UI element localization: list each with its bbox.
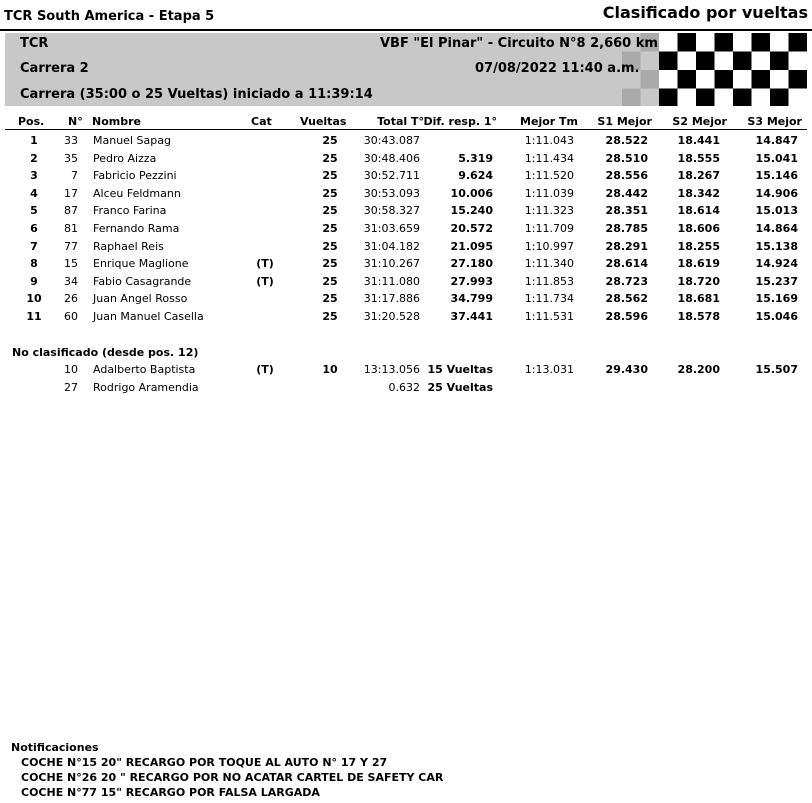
cell-diff: 27.180 bbox=[450, 257, 493, 271]
cell-laps: 25 bbox=[322, 204, 338, 218]
cell-pos: 4 bbox=[30, 186, 38, 200]
category-label: TCR bbox=[20, 36, 49, 51]
cell-name: Rodrigo Aramendia bbox=[93, 380, 199, 394]
cell-s2: 18.720 bbox=[677, 274, 720, 288]
cell-s2: 18.441 bbox=[677, 134, 720, 147]
report-title: Clasificado por vueltas bbox=[602, 3, 808, 22]
table-row bbox=[0, 257, 812, 274]
cell-pos: 3 bbox=[30, 169, 38, 183]
cell-s2: 28.200 bbox=[677, 363, 720, 376]
cell-laps: 25 bbox=[322, 151, 338, 165]
cell-diff: 37.441 bbox=[450, 310, 493, 323]
checkered-flag-icon bbox=[622, 33, 807, 106]
cell-name: Juan Manuel Casella bbox=[93, 310, 204, 323]
cell-no: 27 bbox=[64, 380, 78, 394]
cell-total: 31:04.182 bbox=[363, 239, 420, 253]
cell-pos: 11 bbox=[26, 310, 42, 323]
cell-laps: 25 bbox=[322, 310, 338, 323]
cell-s2: 18.255 bbox=[677, 239, 720, 253]
cell-diff: 15.240 bbox=[450, 204, 493, 218]
cell-no: 77 bbox=[64, 239, 78, 253]
col-s2: S2 Mejor bbox=[672, 115, 727, 128]
table-row bbox=[0, 363, 812, 380]
cell-s3: 14.924 bbox=[755, 257, 798, 271]
cell-best: 1:11.531 bbox=[524, 310, 574, 323]
page-header bbox=[0, 0, 812, 30]
cell-s1: 29.430 bbox=[605, 363, 648, 376]
cell-s3: 15.046 bbox=[755, 310, 798, 323]
cell-pos: 9 bbox=[30, 274, 38, 288]
cell-name: Manuel Sapag bbox=[93, 134, 171, 147]
cell-total: 31:17.886 bbox=[363, 292, 420, 306]
cell-total: 30:48.406 bbox=[363, 151, 420, 165]
cell-name: Juan Angel Rosso bbox=[93, 292, 188, 306]
cell-name: Franco Farina bbox=[93, 204, 167, 218]
col-best: Mejor Tm bbox=[520, 115, 578, 128]
cell-s2: 18.606 bbox=[677, 222, 720, 235]
cell-total: 30:52.711 bbox=[363, 169, 420, 183]
cell-best: 1:11.853 bbox=[524, 274, 574, 288]
results-table-header bbox=[0, 115, 812, 129]
cell-s3: 15.041 bbox=[755, 151, 798, 165]
cell-s1: 28.785 bbox=[605, 222, 648, 235]
cell-s1: 28.510 bbox=[605, 151, 648, 165]
cell-no: 10 bbox=[64, 363, 78, 376]
cell-laps: 25 bbox=[322, 222, 338, 235]
table-row bbox=[0, 381, 812, 398]
cell-total: 30:58.327 bbox=[363, 204, 420, 218]
cell-total: 31:10.267 bbox=[363, 257, 420, 271]
cell-best: 1:13.031 bbox=[524, 363, 574, 376]
cell-laps: 25 bbox=[322, 186, 338, 200]
cell-diff: 20.572 bbox=[450, 222, 493, 235]
col-no: N° bbox=[68, 115, 83, 128]
cell-s3: 15.013 bbox=[755, 204, 798, 218]
cell-best: 1:11.709 bbox=[524, 222, 574, 235]
cell-laps: 10 bbox=[322, 363, 338, 376]
not-classified-title: No clasificado (desde pos. 12) bbox=[12, 346, 199, 359]
cell-laps: 25 bbox=[322, 257, 338, 271]
cell-no: 35 bbox=[64, 151, 78, 165]
cell-name: Fabricio Pezzini bbox=[93, 169, 177, 183]
cell-no: 34 bbox=[64, 274, 78, 288]
cell-no: 26 bbox=[64, 292, 78, 306]
cell-name: Alceu Feldmann bbox=[93, 186, 181, 200]
cell-diff: 25 Vueltas bbox=[427, 380, 493, 394]
cell-s3: 14.847 bbox=[755, 134, 798, 147]
cell-laps: 25 bbox=[322, 292, 338, 306]
col-s1: S1 Mejor bbox=[597, 115, 652, 128]
cell-total: 31:11.080 bbox=[363, 274, 420, 288]
cell-pos: 5 bbox=[30, 204, 38, 218]
cell-name: Fernando Rama bbox=[93, 222, 180, 235]
header-divider bbox=[0, 29, 812, 31]
cell-laps: 25 bbox=[322, 239, 338, 253]
race-info: Carrera (35:00 o 25 Vueltas) iniciado a 11:39:14 bbox=[20, 87, 373, 102]
cell-best: 1:11.434 bbox=[524, 151, 574, 165]
cell-s3: 15.169 bbox=[755, 292, 798, 306]
cell-pos: 6 bbox=[30, 222, 38, 235]
col-pos: Pos. bbox=[18, 115, 45, 128]
table-row bbox=[0, 204, 812, 221]
cell-s3: 15.146 bbox=[755, 169, 798, 183]
cell-cat: (T) bbox=[256, 274, 274, 288]
table-row bbox=[0, 240, 812, 257]
cell-no: 15 bbox=[64, 257, 78, 271]
col-total: Total T° bbox=[377, 115, 424, 128]
event-title: TCR South America - Etapa 5 bbox=[4, 9, 215, 24]
cell-s2: 18.681 bbox=[677, 292, 720, 306]
cell-best: 1:11.043 bbox=[524, 134, 574, 147]
table-row bbox=[0, 275, 812, 292]
cell-best: 1:11.340 bbox=[524, 257, 574, 271]
cell-total: 31:03.659 bbox=[363, 222, 420, 235]
cell-total: 0.632 bbox=[388, 380, 420, 394]
cell-laps: 25 bbox=[322, 169, 338, 183]
cell-total: 31:20.528 bbox=[363, 310, 420, 323]
circuit-label: VBF "El Pinar" - Circuito N°8 2,660 km bbox=[380, 36, 658, 51]
race-label: Carrera 2 bbox=[20, 61, 89, 76]
cell-diff: 10.006 bbox=[450, 186, 493, 200]
col-laps: Vueltas bbox=[300, 115, 347, 128]
cell-s2: 18.619 bbox=[677, 257, 720, 271]
cell-pos: 7 bbox=[30, 239, 38, 253]
cell-no: 33 bbox=[64, 134, 78, 147]
cell-pos: 2 bbox=[30, 151, 38, 165]
cell-s1: 28.562 bbox=[605, 292, 648, 306]
table-row bbox=[0, 222, 812, 239]
cell-best: 1:11.323 bbox=[524, 204, 574, 218]
cell-s1: 28.614 bbox=[605, 257, 648, 271]
col-diff: Dif. resp. 1° bbox=[423, 115, 497, 128]
cell-s3: 14.864 bbox=[755, 222, 798, 235]
cell-pos: 8 bbox=[30, 257, 38, 271]
table-header-divider bbox=[5, 129, 807, 130]
cell-pos: 1 bbox=[30, 134, 38, 147]
cell-total: 30:53.093 bbox=[363, 186, 420, 200]
table-row bbox=[0, 134, 812, 151]
table-row bbox=[0, 169, 812, 186]
cell-s2: 18.267 bbox=[677, 169, 720, 183]
race-banner bbox=[5, 33, 807, 106]
cell-name: Raphael Reis bbox=[93, 239, 164, 253]
cell-best: 1:11.520 bbox=[524, 169, 574, 183]
table-row bbox=[0, 187, 812, 204]
cell-s2: 18.555 bbox=[677, 151, 720, 165]
cell-s1: 28.556 bbox=[605, 169, 648, 183]
notification-item: COCHE N°26 20 " RECARGO POR NO ACATAR CARTEL DE SAFETY CAR bbox=[21, 771, 444, 784]
cell-cat: (T) bbox=[256, 257, 274, 271]
notifications-title: Notificaciones bbox=[11, 741, 99, 754]
cell-no: 81 bbox=[64, 222, 78, 235]
col-name: Nombre bbox=[92, 115, 141, 128]
cell-s3: 15.237 bbox=[755, 274, 798, 288]
col-cat: Cat bbox=[251, 115, 272, 128]
cell-name: Fabio Casagrande bbox=[93, 274, 192, 288]
cell-laps: 25 bbox=[322, 274, 338, 288]
cell-cat: (T) bbox=[256, 363, 274, 376]
cell-name: Adalberto Baptista bbox=[93, 363, 196, 376]
cell-name: Enrique Maglione bbox=[93, 257, 189, 271]
cell-diff: 21.095 bbox=[450, 239, 493, 253]
cell-s3: 15.138 bbox=[755, 239, 798, 253]
cell-s3: 14.906 bbox=[755, 186, 798, 200]
cell-best: 1:11.039 bbox=[524, 186, 574, 200]
race-datetime: 07/08/2022 11:40 a.m. bbox=[475, 61, 640, 76]
cell-total: 13:13.056 bbox=[363, 363, 420, 376]
table-row bbox=[0, 292, 812, 309]
cell-name: Pedro Aizza bbox=[93, 151, 157, 165]
cell-s1: 28.442 bbox=[605, 186, 648, 200]
cell-s1: 28.291 bbox=[605, 239, 648, 253]
cell-diff: 15 Vueltas bbox=[427, 363, 493, 376]
cell-no: 17 bbox=[64, 186, 78, 200]
col-s3: S3 Mejor bbox=[747, 115, 802, 128]
notification-item: COCHE N°77 15" RECARGO POR FALSA LARGADA bbox=[21, 786, 320, 799]
cell-no: 87 bbox=[64, 204, 78, 218]
notification-item: COCHE N°15 20" RECARGO POR TOQUE AL AUTO N° 17 Y 27 bbox=[21, 756, 388, 769]
cell-s2: 18.342 bbox=[677, 186, 720, 200]
cell-total: 30:43.087 bbox=[363, 134, 420, 147]
cell-diff: 5.319 bbox=[458, 151, 493, 165]
cell-diff: 27.993 bbox=[450, 274, 493, 288]
cell-best: 1:11.734 bbox=[524, 292, 574, 306]
cell-no: 60 bbox=[64, 310, 78, 323]
cell-s2: 18.578 bbox=[677, 310, 720, 323]
cell-best: 1:10.997 bbox=[524, 239, 574, 253]
cell-pos: 10 bbox=[26, 292, 42, 306]
cell-laps: 25 bbox=[322, 134, 338, 147]
table-row bbox=[0, 152, 812, 169]
table-row bbox=[0, 310, 812, 327]
cell-s2: 18.614 bbox=[677, 204, 720, 218]
cell-s1: 28.596 bbox=[605, 310, 648, 323]
cell-s1: 28.522 bbox=[605, 134, 648, 147]
cell-no: 7 bbox=[71, 169, 78, 183]
cell-s1: 28.723 bbox=[605, 274, 648, 288]
cell-diff: 9.624 bbox=[458, 169, 493, 183]
cell-s3: 15.507 bbox=[755, 363, 798, 376]
cell-s1: 28.351 bbox=[605, 204, 648, 218]
cell-diff: 34.799 bbox=[450, 292, 493, 306]
